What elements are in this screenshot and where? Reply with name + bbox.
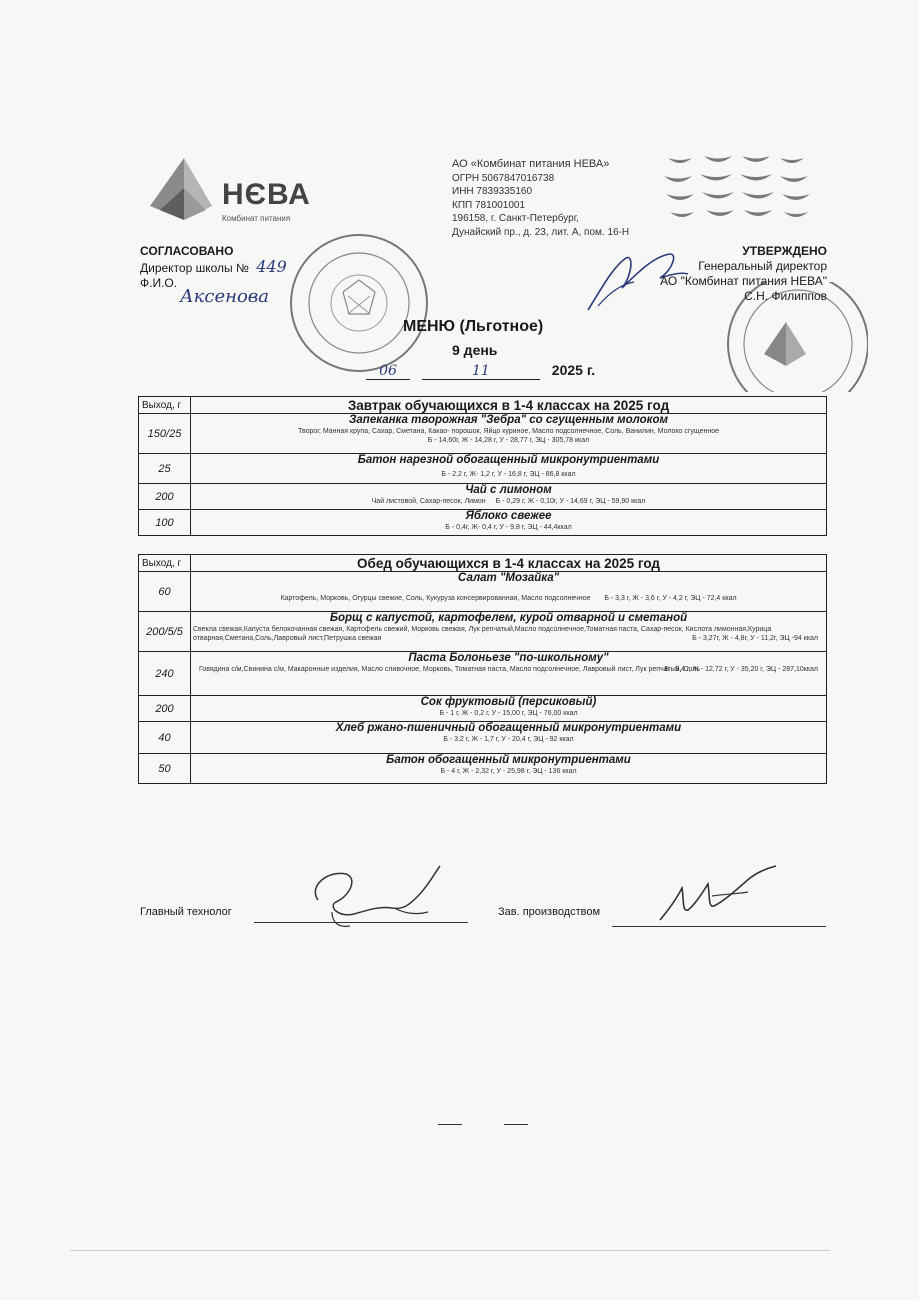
approved-company: АО "Комбинат питания НЕВА" — [660, 274, 827, 288]
menu-title: МЕНЮ (Льготное) — [403, 318, 544, 335]
director-name-handwritten: Аксенова — [180, 286, 270, 307]
dish-name: Сок фруктовый (персиковый) — [420, 696, 597, 708]
table-row — [139, 572, 827, 612]
scan-edge-line — [70, 1250, 830, 1251]
dish-cell — [191, 510, 827, 536]
menu-date — [366, 362, 595, 380]
yield-column-header: Выход, г — [139, 555, 191, 572]
dish-cell — [191, 696, 827, 722]
table-row — [139, 612, 827, 652]
logo-subtitle: Комбинат питания — [222, 214, 291, 223]
table-row — [139, 722, 827, 754]
agreed-director-label: Директор школы № — [140, 261, 249, 275]
agreed-block — [140, 244, 287, 307]
approved-name: С.Н. Филиппов — [744, 289, 827, 303]
breakfast-title: Завтрак обучающихся в 1-4 классах на 2025 год — [191, 397, 827, 414]
school-stamp-icon — [288, 232, 430, 374]
dish-yield: 200/5/5 — [139, 612, 191, 652]
dish-yield: 200 — [139, 484, 191, 510]
approved-position: Генеральный директор — [698, 259, 827, 273]
dish-ingredients: Говядина с/м,Свинина с/м, Макаронные изделия, Масло сливочное, Морковь, Томатная паста, Масло подсолнечное, Лавровый лист, Лук репчатый, Соль — [199, 666, 701, 673]
dish-name: Салат "Мозайка" — [457, 572, 560, 584]
dish-cell — [191, 572, 827, 612]
dish-name: Яблоко свежее — [465, 510, 552, 522]
table-row — [139, 484, 827, 510]
dish-nutrition: Б - 0,29 г, Ж - 0,10г, У - 14,69 г, ЭЦ - 59,90 ккал — [495, 498, 646, 505]
dish-composition — [191, 585, 826, 603]
company-line: КПП 781001001 — [452, 199, 526, 211]
dish-cell — [191, 652, 827, 696]
dish-ingredients: Свекла свежая,Капуста белокочанная свежая, Картофель свежий, Морковь свежая, Лук репчатый,Масло подсолнечное,Томатная паста, Сахар-песок, Кислота лимонная,Курица отварная,Сметана,Соль,Лавровый лист,Петрушка свежая — [193, 626, 772, 642]
dish-name: Паста Болоньезе "по-школьному" — [408, 652, 609, 664]
divider-dash — [504, 1124, 528, 1125]
dish-nutrition: Б - 14,60г, Ж - 14,28 г, У - 28,77 г, ЭЦ - 305,78 ккал — [427, 437, 590, 444]
agreed-fio-label: Ф.И.О. — [140, 276, 178, 290]
dish-nutrition: Б - 4 г, Ж - 2,32 г, У - 25,98 г, ЭЦ - 136 ккал — [440, 768, 577, 775]
dish-yield: 25 — [139, 454, 191, 484]
table-header-row — [139, 397, 827, 414]
dish-nutrition: Б - 1 г, Ж - 0,2 г, У - 15,00 г, ЭЦ - 76,00 ккал — [439, 710, 578, 717]
dish-yield: 60 — [139, 572, 191, 612]
divider-dash — [438, 1124, 462, 1125]
wave-pattern-icon — [664, 152, 824, 228]
dish-cell — [191, 722, 827, 754]
dish-cell — [191, 754, 827, 784]
chief-technologist-label: Главный технолог — [140, 906, 232, 918]
lunch-title: Обед обучающихся в 1-4 классах на 2025 год — [191, 555, 827, 572]
menu-day: 9 день — [452, 342, 498, 358]
company-details — [452, 158, 629, 239]
table-row — [139, 414, 827, 454]
logo-wordmark: НЄВА — [222, 178, 311, 211]
dish-nutrition: Б - 3,3 г, Ж - 3,6 г, У - 4,2 г, ЭЦ - 72,4 ккал — [604, 595, 737, 602]
dish-ingredients: Картофель, Морковь, Огурцы свежие, Соль, Кукуруза консервированная, Масло подсолнечное — [280, 595, 591, 602]
table-row — [139, 454, 827, 484]
dish-name: Батон нарезной обогащенный микронутриентами — [357, 454, 660, 466]
school-number-handwritten: 449 — [256, 257, 287, 276]
dish-nutrition: Б - 2,2 г, Ж- 1,2 г, У - 16,8 г, ЭЦ - 86,8 ккал — [441, 471, 576, 478]
dish-name: Запеканка творожная "Зебра" со сгущенным молоком — [349, 414, 668, 426]
dish-cell — [191, 484, 827, 510]
technologist-signature-icon — [298, 856, 458, 932]
table-row — [139, 652, 827, 696]
dish-ingredients: Творог, Манная крупа, Сахар, Сметана, Какао- порошок, Яйцо куриное, Масло подсолнечное, Соль, Ванилин, Молоко сгущенное — [298, 428, 719, 435]
lunch-table — [138, 554, 827, 784]
dish-nutrition: Б - 9,4 г, Ж - 12,72 г, У - 35,20 г, ЭЦ - 287,10ккал — [664, 666, 818, 673]
approved-block — [660, 244, 827, 304]
agreed-director-line — [140, 259, 287, 276]
dish-nutrition: Б - 3,2 г, Ж - 1,7 г, У - 20,4 г, ЭЦ - 92 ккал — [443, 736, 574, 743]
dish-name: Хлеб ржано-пшеничный обогащенный микронутриентами — [335, 722, 682, 734]
table-row — [139, 510, 827, 536]
agreed-heading: СОГЛАСОВАНО — [140, 244, 234, 258]
date-month-handwritten: 11 — [422, 363, 540, 380]
dish-yield: 150/25 — [139, 414, 191, 454]
manager-signature-icon — [652, 860, 782, 932]
dish-ingredients: Чай листовой, Сахар-песок, Лимон — [371, 498, 486, 505]
yield-column-header: Выход, г — [139, 397, 191, 414]
dish-nutrition: Б - 0,4г, Ж- 0,4 г, У - 9,8 г, ЭЦ - 44,4ккал — [445, 524, 572, 531]
neva-logo-icon — [146, 158, 216, 224]
company-line: ОГРН 5067847016738 — [452, 172, 555, 184]
table-row — [139, 754, 827, 784]
table-row — [139, 696, 827, 722]
date-year: 2025 г. — [551, 362, 596, 378]
table-header-row — [139, 555, 827, 572]
company-line: Дунайский пр., д. 23, лит. А, пом. 16-Н — [452, 226, 630, 238]
dish-composition — [191, 497, 826, 506]
company-line: АО «Комбинат питания НЕВА» — [452, 158, 610, 170]
dish-name: Борщ с капустой, картофелем, курой отварной и сметаной — [329, 612, 688, 624]
company-line: ИНН 7839335160 — [452, 186, 533, 197]
dish-yield: 100 — [139, 510, 191, 536]
breakfast-table — [138, 396, 827, 536]
production-manager-label: Зав. производством — [498, 906, 601, 918]
dish-nutrition: Б - 3,27г, Ж - 4,8г, У - 11,2г, ЭЦ -94 ккал — [692, 635, 818, 642]
dish-cell — [191, 414, 827, 454]
dish-yield: 240 — [139, 652, 191, 696]
date-day-handwritten: 06 — [366, 363, 410, 380]
dish-name: Чай с лимоном — [465, 484, 552, 496]
dish-cell — [191, 612, 827, 652]
dish-yield: 40 — [139, 722, 191, 754]
dish-cell — [191, 454, 827, 484]
company-line: 196158, г. Санкт-Петербург, — [452, 213, 579, 224]
dish-yield: 50 — [139, 754, 191, 784]
dish-yield: 200 — [139, 696, 191, 722]
approved-heading: УТВЕРЖДЕНО — [742, 244, 827, 258]
dish-name: Батон обогащенный микронутриентами — [386, 754, 631, 766]
